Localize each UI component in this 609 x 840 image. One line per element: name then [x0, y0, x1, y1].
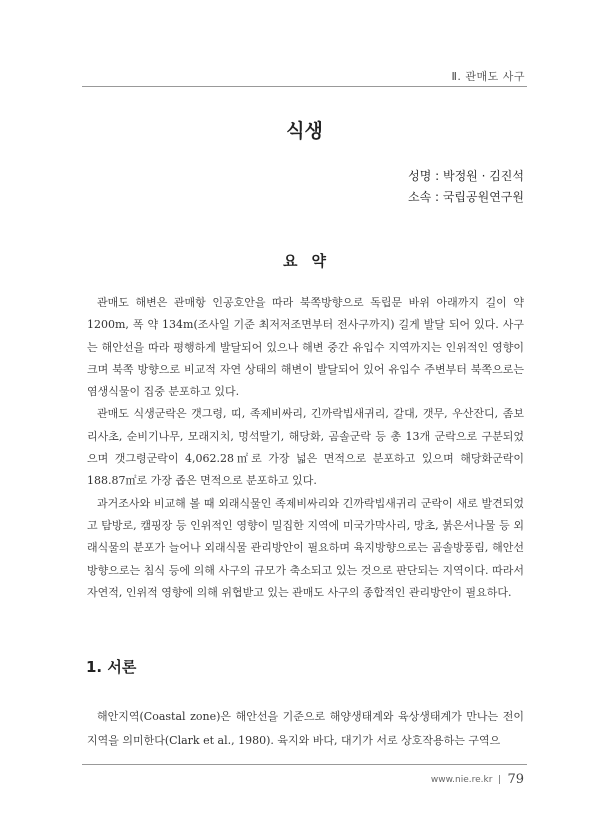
footer-rule [82, 764, 527, 765]
author-block [408, 166, 524, 208]
footer-site: www.nie.re.kr [430, 774, 493, 785]
author-affiliation: 소속 : 국립공원연구원 [407, 190, 524, 204]
section-body [87, 705, 524, 753]
header-rule [82, 86, 527, 87]
author-names: 성명 : 박정원 · 김진석 [408, 169, 524, 183]
abstract-heading: 요약 [283, 252, 340, 270]
abstract-paragraph: 관매도 식생군락은 갯그령, 띠, 족제비싸리, 긴까락빕새귀리, 갈대, 갯무, 우산잔디, 좀보리사초, 순비기나무, 모래지치, 멍석딸기, 해당화, 곰솔군락 등 총 13개 군락으로 구분되었으며 갯그령군락이 4,062.28㎡로 가장 넓은 면적으로 분포하고 있으며 해당화군락이 188.87㎡로 가장 좁은 면적으로 분포하고 있다. [87, 407, 524, 488]
abstract-paragraph: 관매도 해변은 관매항 인공호안을 따라 북쪽방향으로 독립문 바위 아래까지 길이 약 1200m, 폭 약 134m(조사일 기준 최저저조면부터 전사구까지) 길게 발달 되어 있다. 사구는 해안선을 따라 평행하게 발달되어 있으나 해변 중간 유입수 지역까지는 인위적인 영향이 크며 북쪽 방향으로 비교적 자연 상태의 해변이 발달되어 있어 유입수 주변부터 북쪽으로는 염생식물이 집중 분포하고 있다. [87, 296, 524, 399]
page-title: 식생 [286, 120, 323, 142]
abstract-paragraph: 과거조사와 비교해 볼 때 외래식물인 족제비싸리와 긴까락빕새귀리 군락이 새로 발견되었고 탐방로, 캠핑장 등 인위적인 영향이 밀집한 지역에 미국가막사리, 망초, 붉은서나물 등 외래식물의 분포가 늘어나 외래식물 관리방안이 필요하며 육지방향으로는 곰솔방풍림, 해안선 방향으로는 침식 등에 의해 사구의 규모가 축소되고 있는 것으로 판단되는 지역이다. 따라서 자연적, 인위적 영향에 의해 위협받고 있는 관매도 사구의 종합적인 관리방안이 필요하다. [87, 496, 524, 599]
page-footer [431, 772, 524, 787]
section-heading: 1. 서론 [86, 658, 137, 676]
page-number: 79 [507, 772, 524, 787]
body-paragraph: 해안지역(Coastal zone)은 해안선을 기준으로 해양생태계와 육상생태계가 만나는 전이지역을 의미한다(Clark et al., 1980). 육지와 바다, 대기가 서로 상호작용하는 구역으 [87, 710, 524, 747]
footer-divider [499, 775, 500, 784]
running-head: Ⅱ. 관매도 사구 [451, 70, 525, 83]
abstract-body [87, 292, 524, 604]
